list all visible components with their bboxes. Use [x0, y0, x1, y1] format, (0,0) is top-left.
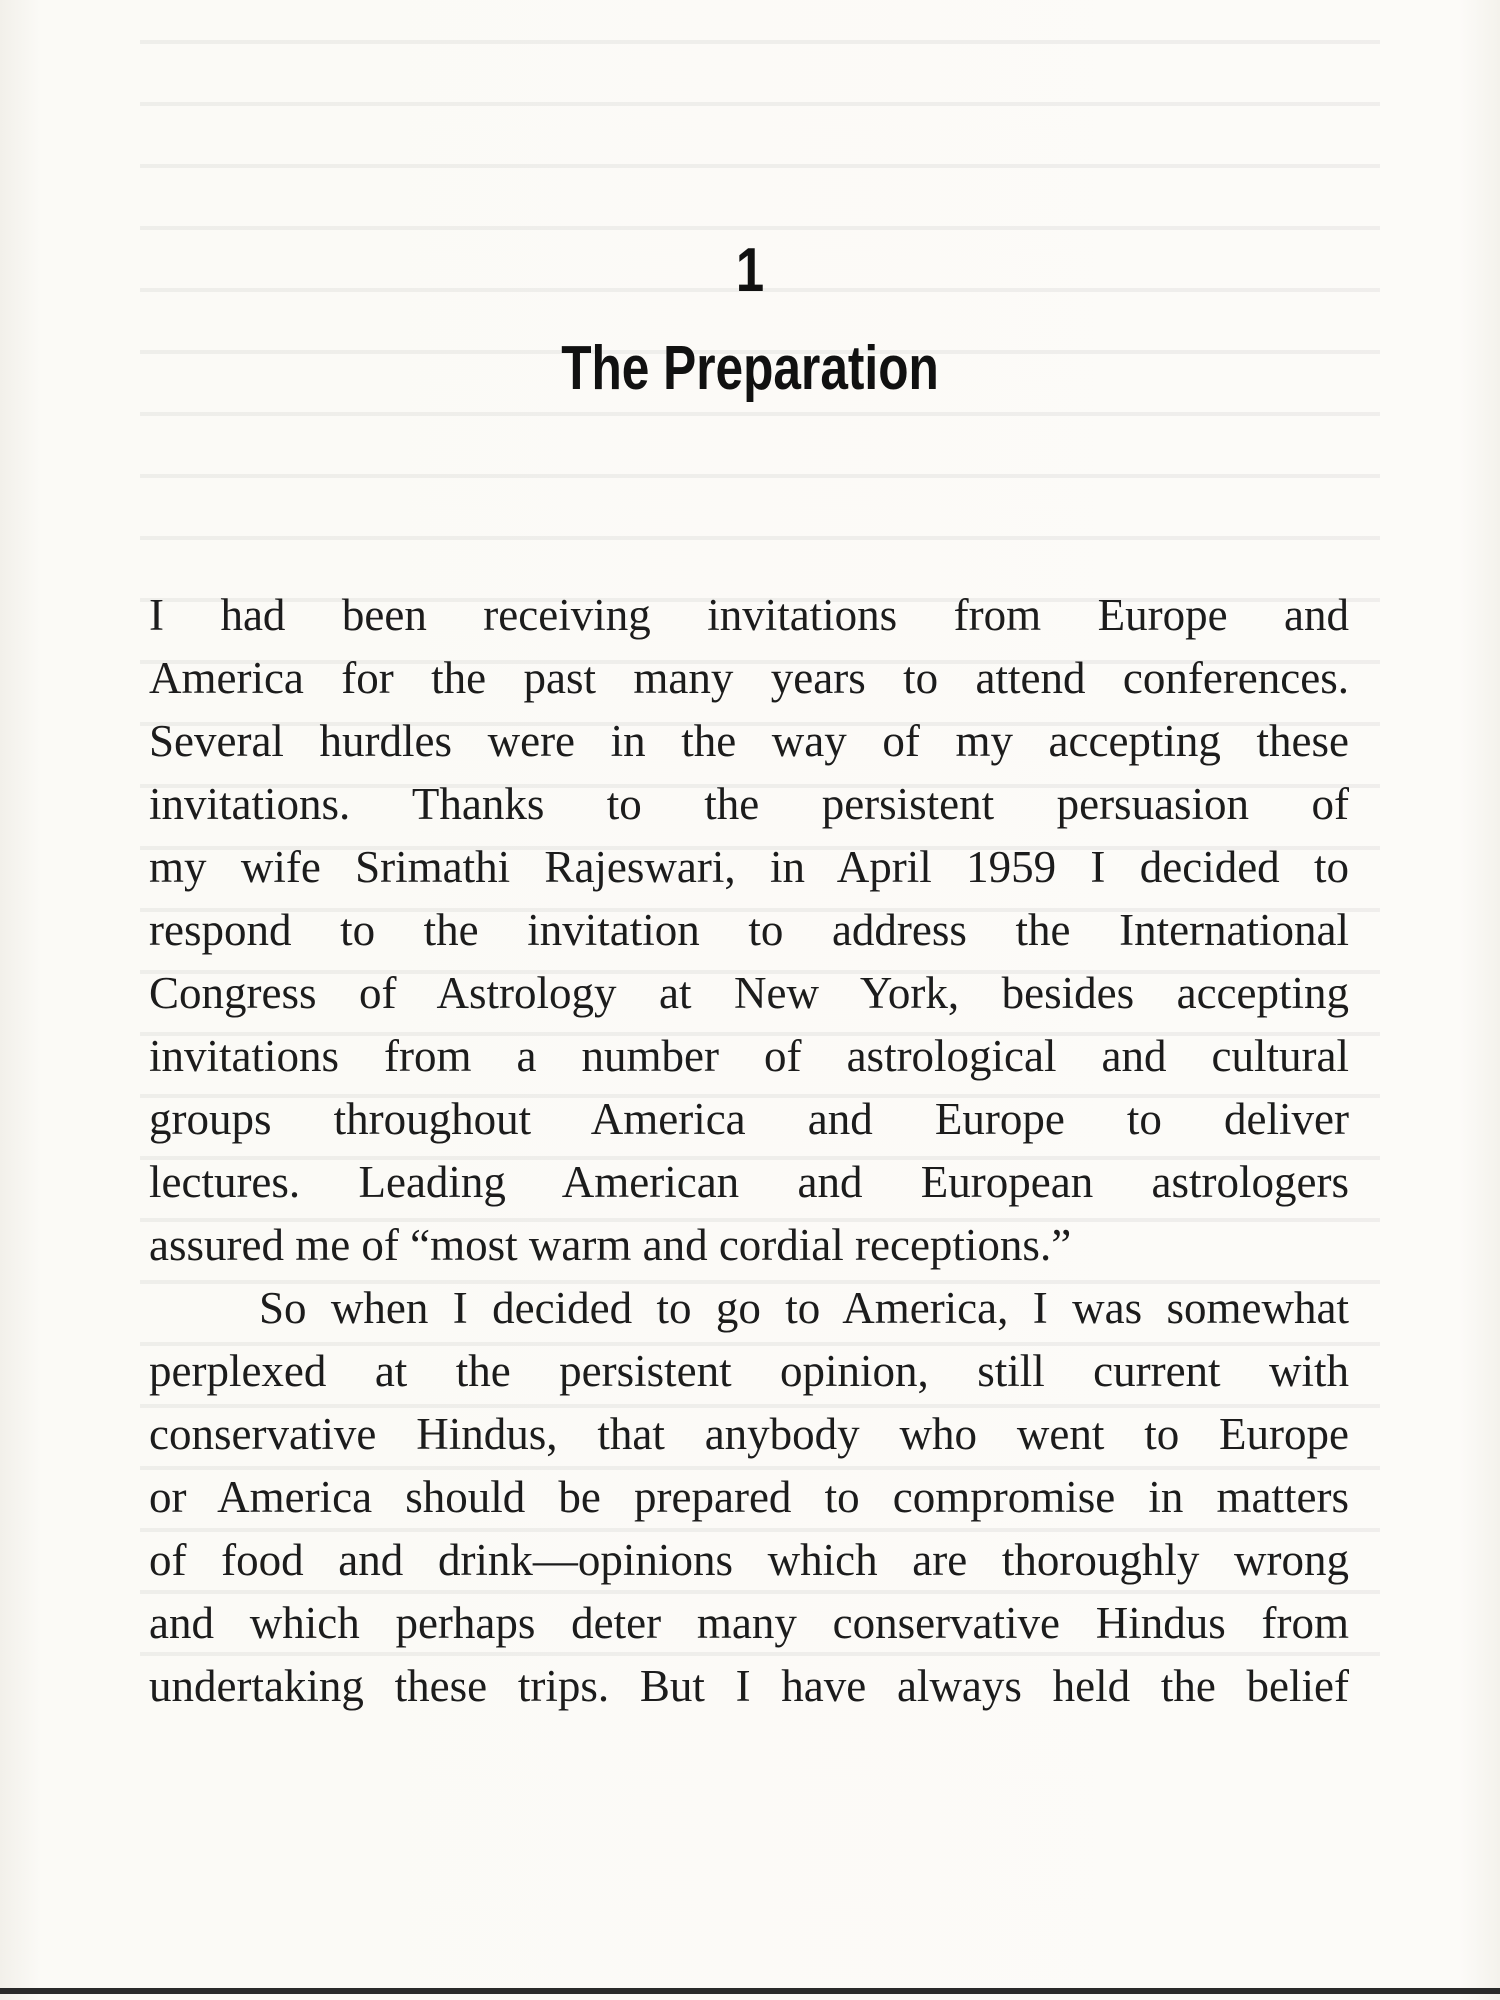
text-line: respond to the invitation to address the International	[149, 905, 1349, 955]
text-line: and which perhaps deter many conservative Hindus from	[149, 1598, 1349, 1648]
bottom-edge-rule	[0, 1988, 1500, 1994]
text-line: So when I decided to go to America, I was somewhat	[259, 1283, 1349, 1333]
text-line: I had been receiving invitations from Europe and	[149, 590, 1349, 640]
text-line: America for the past many years to attend conferences.	[149, 653, 1349, 703]
chapter-number: 1	[735, 236, 765, 305]
text-line: or America should be prepared to compromise in matters	[149, 1472, 1349, 1522]
chapter-body	[149, 584, 1349, 1718]
text-line: my wife Srimathi Rajeswari, in April 1959 I decided to	[149, 842, 1349, 892]
text-line: undertaking these trips. But I have always held the belief	[149, 1661, 1349, 1711]
text-line: assured me of “most warm and cordial receptions.”	[149, 1220, 1072, 1270]
text-line: invitations from a number of astrological and cultural	[149, 1031, 1349, 1081]
text-line: conservative Hindus, that anybody who went to Europe	[149, 1409, 1349, 1459]
text-line: of food and drink—opinions which are thoroughly wrong	[149, 1535, 1349, 1585]
text-line: perplexed at the persistent opinion, still current with	[149, 1346, 1349, 1396]
text-line: invitations. Thanks to the persistent persuasion of	[149, 779, 1349, 829]
text-line: groups throughout America and Europe to deliver	[149, 1094, 1349, 1144]
text-line: lectures. Leading American and European astrologers	[149, 1157, 1349, 1207]
text-line: Several hurdles were in the way of my accepting these	[149, 716, 1349, 766]
chapter-title: The Preparation	[561, 334, 939, 403]
text-line: Congress of Astrology at New York, besides accepting	[149, 968, 1349, 1018]
paragraph-1	[149, 584, 1349, 1277]
paragraph-2	[149, 1277, 1349, 1718]
